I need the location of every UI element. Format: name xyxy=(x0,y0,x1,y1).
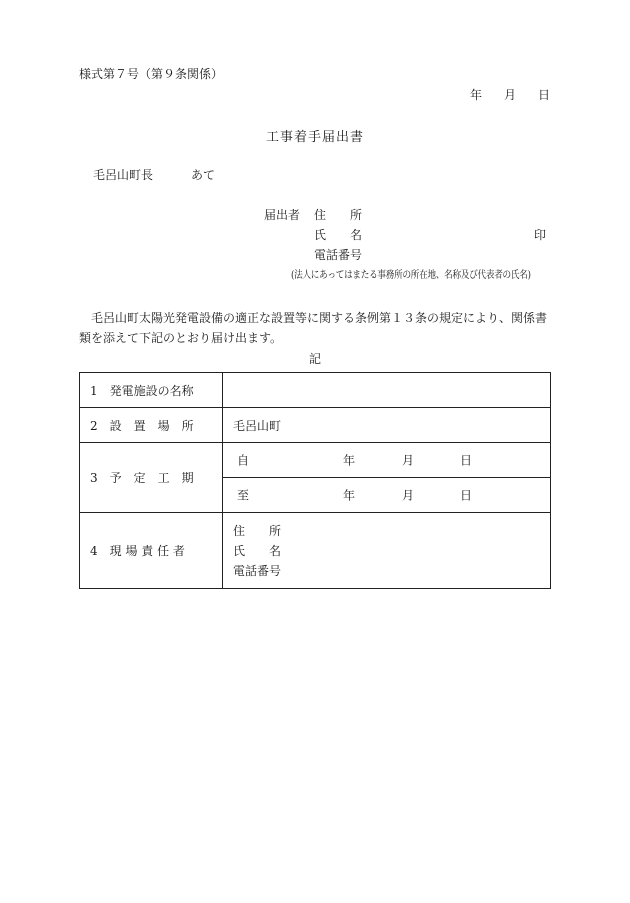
addressee xyxy=(93,166,215,183)
site-manager-phone-label: 電話番号 xyxy=(233,563,282,578)
applicant-name-label: 氏 名 xyxy=(314,228,363,242)
table-row xyxy=(80,408,551,443)
date-day: 日 xyxy=(537,88,550,102)
document-title: 工事着手届出書 xyxy=(265,130,364,145)
site-manager-info[interactable] xyxy=(223,513,551,589)
from-prefix: 自 xyxy=(237,453,250,468)
location-value[interactable]: 毛呂山町 xyxy=(223,408,551,443)
body-text: 毛呂山町太陽光発電設備の適正な設置等に関する条例第１３条の規定により、関係書類を添えて下記のとおり届け出ます。 xyxy=(79,311,548,345)
to-year: 年 xyxy=(343,488,356,503)
applicant-phone-label: 電話番号 xyxy=(314,248,363,262)
table-row xyxy=(80,373,551,408)
date-month: 月 xyxy=(503,88,516,102)
to-prefix: 至 xyxy=(237,488,250,503)
from-day: 日 xyxy=(460,453,473,468)
schedule-to[interactable] xyxy=(223,478,551,513)
seal-mark: 印 xyxy=(534,228,547,242)
site-manager-name-label: 氏 名 xyxy=(233,543,282,558)
facility-name-value[interactable] xyxy=(223,373,551,408)
schedule-from[interactable] xyxy=(223,443,551,478)
schedule-label: 3 予 定 工 期 xyxy=(80,443,223,513)
applicant-label: 届出者 xyxy=(264,208,301,222)
facility-name-label: 1 発電施設の名称 xyxy=(80,373,223,408)
site-manager-address-label: 住 所 xyxy=(233,523,282,538)
form-number: 様式第７号（第９条関係） xyxy=(79,67,224,81)
table-row xyxy=(80,443,551,478)
to-month: 月 xyxy=(402,488,415,503)
location-label: 2 設 置 場 所 xyxy=(80,408,223,443)
addressee-suffix: あて xyxy=(191,168,216,182)
date-year: 年 xyxy=(470,88,483,102)
site-manager-label: 4 現 場 責 任 者 xyxy=(80,513,223,589)
table-row xyxy=(80,513,551,589)
corporation-note: (法人にあってはまたる事務所の所在地、名称及び代表者の氏名) xyxy=(291,270,531,281)
ki-heading: 記 xyxy=(308,352,321,366)
from-month: 月 xyxy=(402,453,415,468)
addressee-name: 毛呂山町長 xyxy=(93,168,154,182)
applicant-address-label: 住 所 xyxy=(314,208,363,222)
to-day: 日 xyxy=(460,488,473,503)
submission-date xyxy=(470,86,550,103)
details-table xyxy=(79,372,551,589)
from-year: 年 xyxy=(343,453,356,468)
